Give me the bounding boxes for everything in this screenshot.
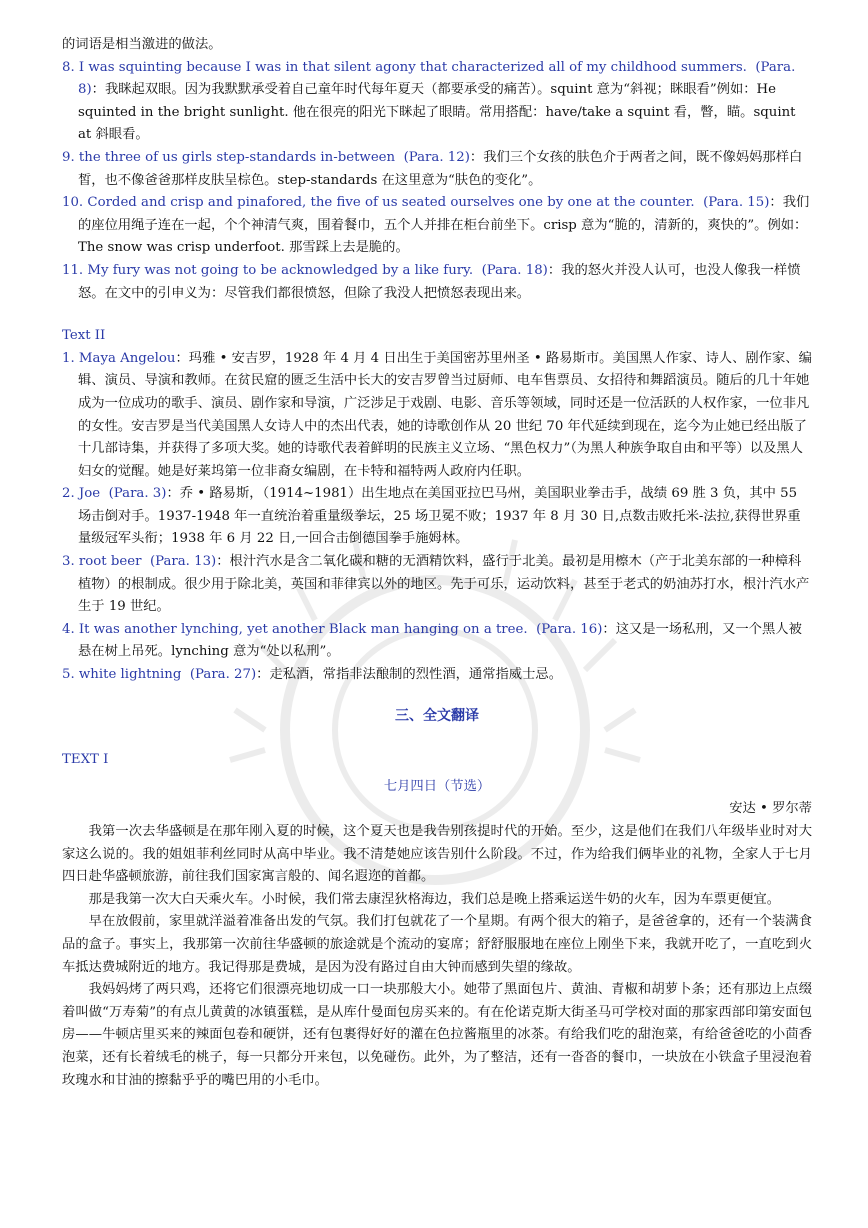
- note-quote: Maya Angelou: [78, 350, 176, 366]
- note-body: ：根汁汽水是含二氧化碳和糖的无酒精饮料，盛行于北美。最初是用檫木（产于北美东部的一种樟科植物）的根制成。很少用于除北美，英国和菲律宾以外的地区。先于可乐，运动饮料，甚至于老式的奶油苏打水，根汁汽水产生于 19 世纪。: [78, 554, 810, 615]
- notes-text1: [62, 57, 812, 306]
- text2-label: Text II: [62, 328, 106, 344]
- paragraph: 我第一次去华盛顿是在那年刚入夏的时候，这个夏天也是我告别孩提时代的开始。至少，这是他们在我们八年级毕业时对大家这么说的。我的姐姐菲利丝同时从高中毕业。我不清楚她应该告别什么阶段。不过，作为给我们俩毕业的礼物，全家人于七月四日赴华盛顿旅游，前往我们国家寓言般的、闻名遐迩的首都。: [62, 824, 812, 885]
- note-quote: root beer: [78, 554, 142, 570]
- paragraph: 我妈妈烤了两只鸡，还将它们很漂亮地切成一口一块那般大小。她带了黑面包片、黄油、青椒和胡萝卜条；还有那边上点缀着叫做“万寿菊”的有点儿黄黄的冰镇蛋糕，是从库什曼面包房买来的。有在伦诺克斯大街圣马可学校对面的那家西部印第安面包房——牛顿店里买来的辣面包卷和硬饼，还有包裹得好好的灌在色拉酱瓶里的冰茶。有给我们吃的甜泡菜，有给爸爸吃的小茴香泡菜，还有长着绒毛的桃子，每一只都分开来包，以免碰伤。此外，为了整洁，还有一沓沓的餐巾，一块放在小铁盒子里浸泡着玫瑰水和甘油的擦黏乎乎的嘴巴用的小毛巾。: [62, 982, 812, 1088]
- note-quote: Corded and crisp and pinafored, the five of us seated ourselves one by one at the counter.: [87, 195, 695, 211]
- note-number: 2.: [62, 486, 75, 502]
- note-quote: white lightning: [78, 667, 182, 683]
- note-quote: I was squinting because I was in that silent agony that characterized all of my childhood summers.: [78, 59, 747, 75]
- note-body: ：我们的座位用绳子连在一起，个个神清气爽，围着餐巾，五个人并排在柜台前坐下。crisp 意为“脆的，清新的，爽快的”。例如：The snow was crisp underfoot. 那雪踩上去是脆的。: [78, 195, 810, 256]
- note-number: 8.: [62, 59, 75, 75]
- note-number: 1.: [62, 350, 75, 366]
- note-number: 5.: [62, 667, 75, 683]
- note-quote: Joe: [78, 486, 101, 502]
- notes-text2: [62, 348, 812, 687]
- list-item: [62, 348, 812, 484]
- note-number: 4.: [62, 621, 75, 637]
- note-ref: (Para. 13): [149, 554, 217, 570]
- note-quote: My fury was not going to be acknowledged by a like fury.: [87, 262, 474, 278]
- note-body: ：我们三个女孩的肤色介于两者之间，既不像妈妈那样白皙，也不像爸爸那样皮肤呈棕色。step-standards 在这里意为“肤色的变化”。: [78, 149, 803, 188]
- article-title: 七月四日（节选）: [383, 778, 491, 794]
- list-item: [62, 192, 812, 260]
- note-body: ：我的怒火并没人认可，也没人像我一样愤怒。在文中的引申义为：尽管我们都很愤怒，但除了我没人把愤怒表现出来。: [78, 262, 801, 301]
- note-body: ：走私酒，常指非法酿制的烈性酒，通常指威士忌。: [256, 667, 562, 683]
- section-title: 三、全文翻译: [395, 707, 479, 724]
- article-author: 安达 • 罗尔蒂: [729, 801, 812, 817]
- note-quote: It was another lynching, yet another Black man hanging on a tree.: [78, 621, 528, 637]
- continued-line: 的词语是相当激进的做法。: [62, 37, 222, 52]
- note-number: 9.: [62, 149, 75, 165]
- note-number: 3.: [62, 554, 75, 570]
- document-page: [62, 34, 812, 1092]
- list-item: [62, 483, 812, 551]
- text1-label: TEXT I: [62, 752, 109, 768]
- note-body: ：我眯起双眼。因为我默默承受着自己童年时代每年夏天（都要承受的痛苦）。squint 意为“斜视；眯眼看”例如：He squinted in the bright sunlight. 他在很亮的阳光下眯起了眼睛。常用搭配：have/take a squint 看，瞥，瞄。squint at 斜眼看。: [78, 82, 796, 143]
- list-item: [62, 551, 812, 619]
- paragraph: 早在放假前，家里就洋溢着准备出发的气氛。我们打包就花了一个星期。有两个很大的箱子，是爸爸拿的，还有一个装满食品的盒子。事实上，我那第一次前往华盛顿的旅途就是个流动的宴席；舒舒服服地在座位上刚坐下来，我就开吃了，一直吃到火车抵达费城附近的地方。我记得那是费城，是因为没有路过自由大钟而感到失望的缘故。: [62, 914, 812, 975]
- list-item: [62, 619, 812, 664]
- note-ref: (Para. 15): [703, 195, 770, 211]
- note-body: ：玛雅 • 安吉罗，1928 年 4 月 4 日出生于美国密苏里州圣 • 路易斯市。美国黑人作家、诗人、剧作家、编辑、演员、导演和教师。在贫民窟的匮乏生活中长大的安吉罗曾当过厨师、电车售票员、女招待和舞蹈演员。随后的几十年她成为一位成功的歌手、演员、剧作家和导演，广泛涉足于戏剧、电影、音乐等领域，同时还是一位活跃的人权作家，一位非凡的女性。安吉罗是当代美国黑人女诗人中的杰出代表，她的诗歌创作从 20 世纪 70 年代延续到现在，迄今为止她已经出版了十几部诗集，并获得了多项大奖。她的诗歌代表着鲜明的民族主义立场、“黑色权力”（为黑人种族争取自由和平等）以及黑人妇女的觉醒。她是好莱坞第一位非裔女编剧，在卡特和福特两人政府内任职。: [78, 350, 812, 479]
- list-item: [62, 147, 812, 192]
- note-ref: (Para. 27): [189, 667, 257, 683]
- list-item: [62, 260, 812, 305]
- note-number: 11.: [62, 262, 84, 278]
- note-ref: (Para. 8): [78, 59, 796, 98]
- note-ref: (Para. 16): [536, 621, 603, 637]
- paragraph: 那是我第一次大白天乘火车。小时候，我们常去康涅狄格海边，我们总是晚上搭乘运送牛奶的火车，因为车票更便宜。: [88, 891, 781, 907]
- note-ref: (Para. 18): [481, 262, 548, 278]
- note-quote: the three of us girls step-standards in-between: [78, 149, 396, 165]
- note-number: 10.: [62, 195, 84, 211]
- note-body: ：这又是一场私刑，又一个黑人被悬在树上吊死。lynching 意为“处以私刑”。: [78, 621, 802, 660]
- list-item: [62, 57, 812, 147]
- note-ref: (Para. 3): [108, 486, 167, 502]
- list-item: [62, 664, 812, 687]
- note-ref: (Para. 12): [403, 149, 470, 165]
- note-body: ：乔 • 路易斯，（1914~1981）出生地点在美国亚拉巴马州，美国职业拳击手，战绩 69 胜 3 负，其中 55 场击倒对手。1937-1948 年一直统治着重量级拳坛，25 场卫冕不败；1937 年 8 月 30 日,点数击败托米-法拉,获得世界重量级冠军头衔；1938 年 6 月 22 日,一回合击倒德国拳手施姆林。: [78, 486, 801, 547]
